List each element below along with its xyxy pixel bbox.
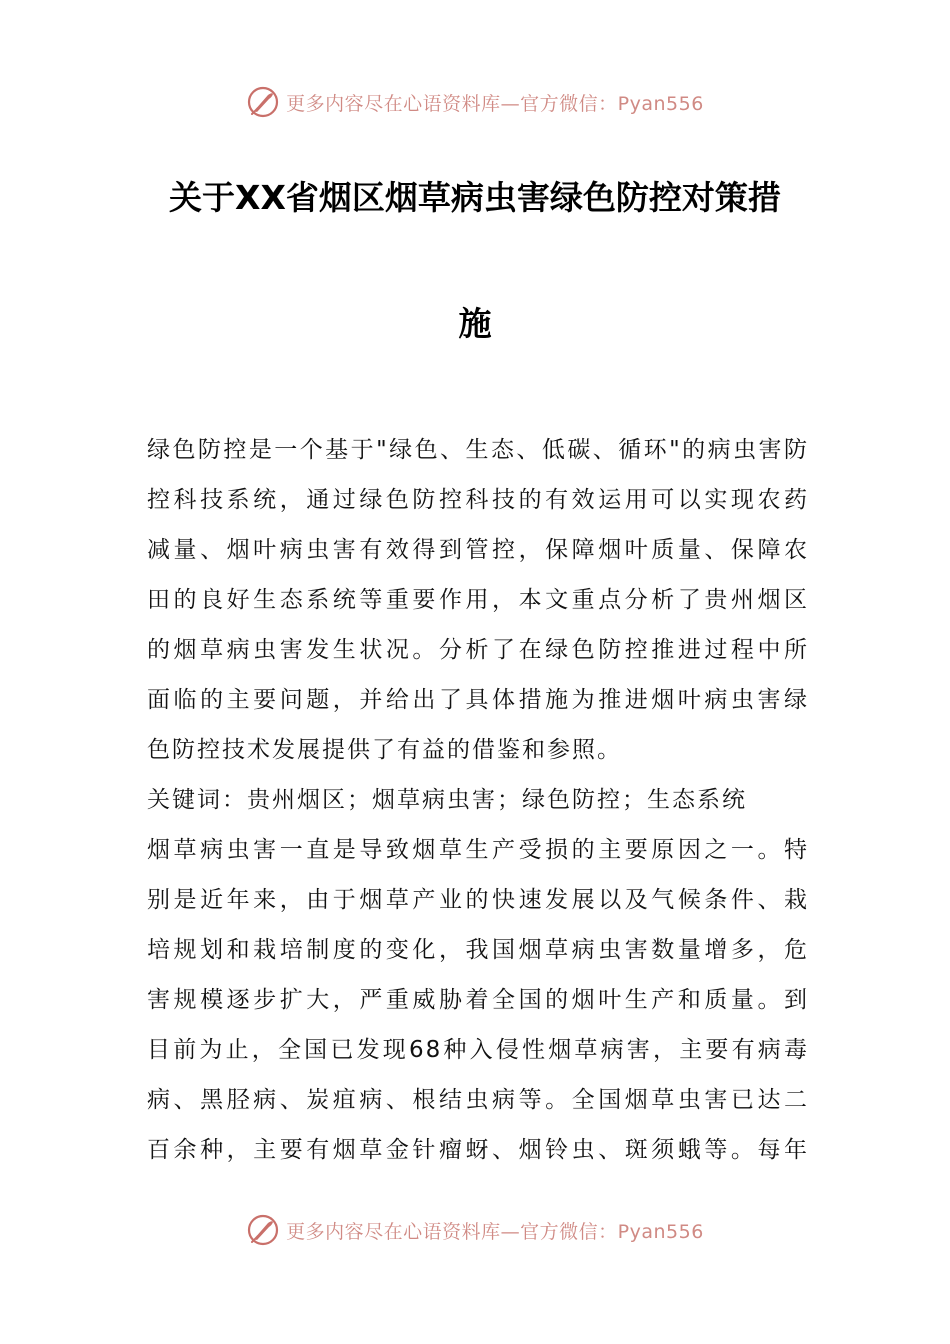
body-paragraph — [147, 825, 809, 1175]
keywords-paragraph — [147, 775, 809, 825]
quill-logo-icon — [246, 85, 280, 119]
abstract-line: 的烟草病虫害发生状况。分析了在绿色防控推进过程中所 — [147, 637, 809, 663]
document-title-line-2: 施 — [458, 304, 492, 343]
abstract-line: 色防控技术发展提供了有益的借鉴和参照。 — [147, 737, 622, 763]
body-line: 目前为止，全国已发现68种入侵性烟草病害，主要有病毒 — [147, 1037, 809, 1063]
footer-watermark-text — [286, 1217, 704, 1244]
quill-logo-icon — [246, 1213, 280, 1247]
header-watermark-text — [286, 89, 704, 116]
abstract-line: 田的良好生态系统等重要作用，本文重点分析了贵州烟区 — [147, 587, 809, 613]
body-line: 害规模逐步扩大，严重威胁着全国的烟叶生产和质量。到 — [147, 987, 809, 1013]
footer-watermark — [0, 1210, 950, 1250]
header-brand-handle: Pyan556 — [617, 92, 704, 115]
body-line: 培规划和栽培制度的变化，我国烟草病虫害数量增多，危 — [147, 937, 809, 963]
body-line: 烟草病虫害一直是导致烟草生产受损的主要原因之一。特 — [147, 837, 809, 863]
abstract-line: 绿色防控是一个基于"绿色、生态、低碳、循环"的病虫害防 — [147, 437, 809, 463]
body-line: 病、黑胫病、炭疽病、根结虫病等。全国烟草虫害已达二 — [147, 1087, 809, 1113]
header-watermark — [0, 82, 950, 122]
abstract-paragraph — [147, 425, 809, 775]
abstract-line: 减量、烟叶病虫害有效得到管控，保障烟叶质量、保障农 — [147, 537, 809, 563]
footer-brand-cn: 更多内容尽在心语资料库—官方微信： — [286, 1220, 618, 1243]
body-line: 百余种，主要有烟草金针瘤蚜、烟铃虫、斑须蛾等。每年 — [147, 1137, 809, 1163]
document-title-line-1: 关于XX省烟区烟草病虫害绿色防控对策措 — [169, 178, 781, 217]
abstract-line: 控科技系统，通过绿色防控科技的有效运用可以实现农药 — [147, 487, 809, 513]
abstract-line: 面临的主要问题，并给出了具体措施为推进烟叶病虫害绿 — [147, 687, 809, 713]
keywords-line: 关键词：贵州烟区；烟草病虫害；绿色防控；生态系统 — [147, 787, 747, 813]
footer-brand-handle: Pyan556 — [617, 1220, 704, 1243]
body-line: 别是近年来，由于烟草产业的快速发展以及气候条件、栽 — [147, 887, 809, 913]
header-brand-cn: 更多内容尽在心语资料库—官方微信： — [286, 92, 618, 115]
document-body — [147, 425, 809, 1175]
